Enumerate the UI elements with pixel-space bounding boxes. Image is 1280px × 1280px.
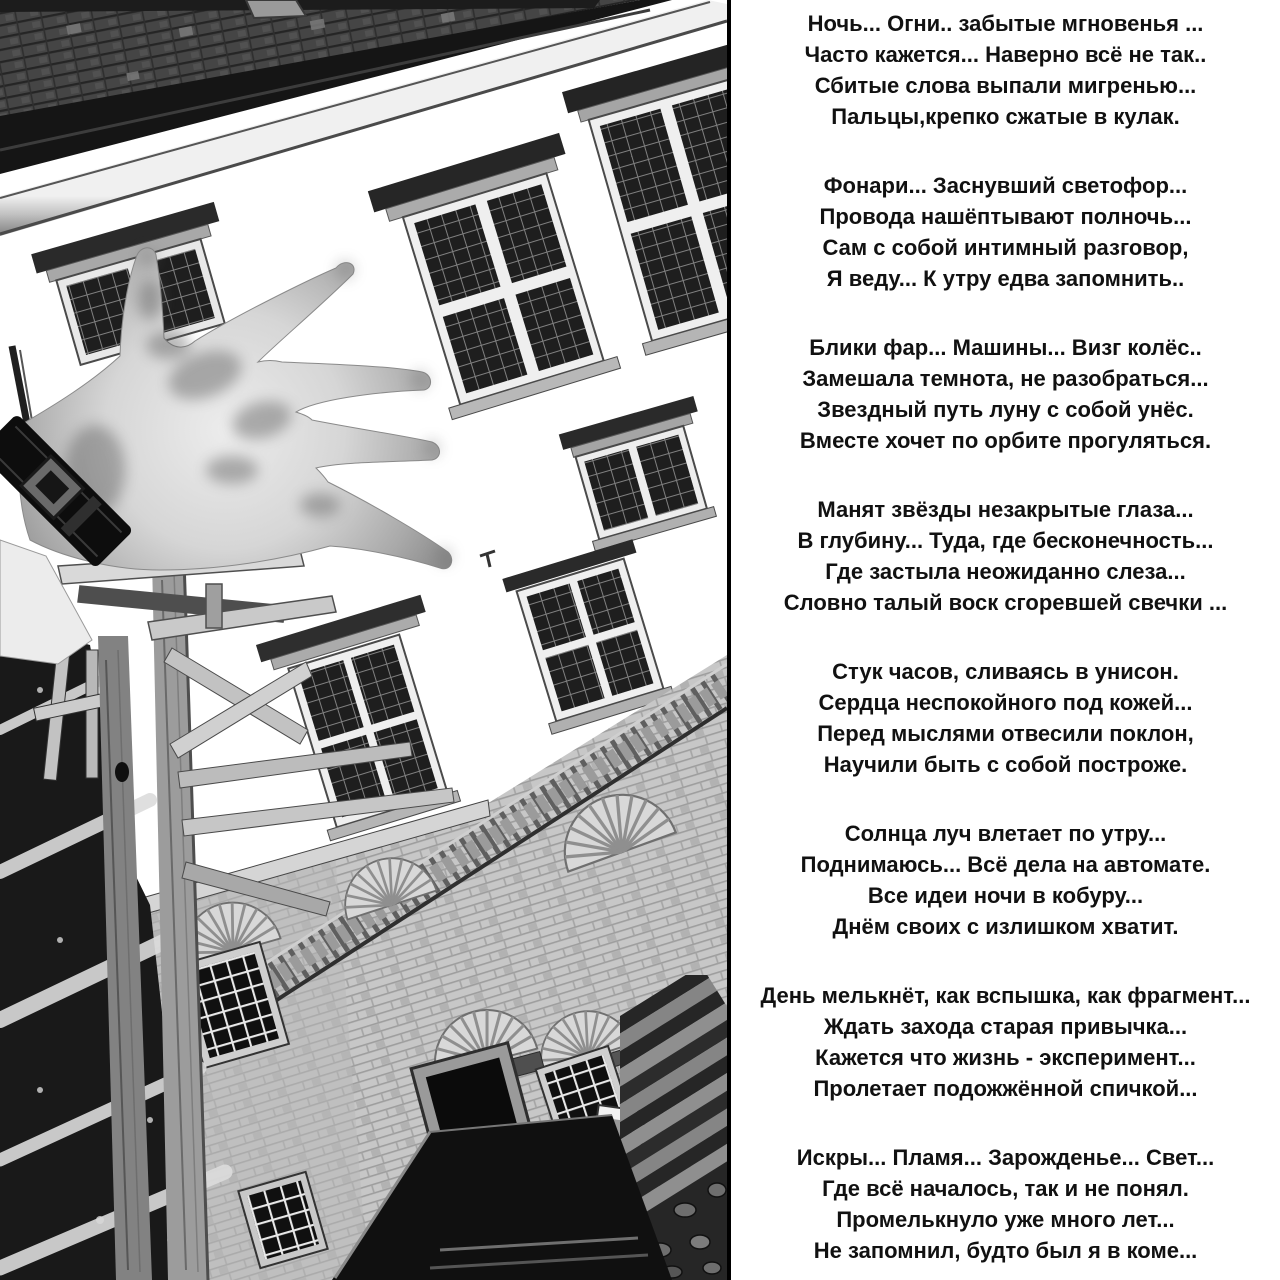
poem-stanza bbox=[797, 1142, 1214, 1266]
poem-line: Звездный путь луну с собой унёс. bbox=[817, 397, 1194, 422]
poem-line: Пролетает подожжённой спичкой... bbox=[813, 1076, 1198, 1101]
poem-line: Вместе хочет по орбите прогуляться. bbox=[799, 428, 1212, 453]
poem-line: Солнца луч влетает по утру... bbox=[844, 821, 1167, 846]
poem-line: Манят звёзды незакрытые глаза... bbox=[817, 497, 1194, 522]
poem-line: В глубину... Туда, где бесконечность... bbox=[797, 528, 1214, 553]
poem-stanza bbox=[820, 170, 1192, 294]
poem-line: Пальцы,крепко сжатые в кулак. bbox=[831, 104, 1180, 129]
poem-line: Я веду... К утру едва запомнить.. bbox=[826, 266, 1185, 291]
poem-line: Сердца неспокойного под кожей... bbox=[818, 690, 1193, 715]
poem-line: Замешала темнота, не разобраться... bbox=[802, 366, 1209, 391]
poem-line: Научили быть с собой построже. bbox=[823, 752, 1188, 777]
poem-line: Кажется что жизнь - эксперимент... bbox=[815, 1045, 1196, 1070]
poem-stanza bbox=[800, 332, 1211, 456]
poem-line: Сам с собой интимный разговор, bbox=[822, 235, 1189, 260]
poem-line: Искры... Пламя... Зарожденье... Свет... bbox=[796, 1145, 1215, 1170]
poem-stanza bbox=[761, 980, 1251, 1104]
poem-line: Поднимаюсь... Всё дела на автомате. bbox=[800, 852, 1211, 877]
poem-line: Фонари... Заснувший светофор... bbox=[823, 173, 1188, 198]
knothole bbox=[115, 762, 129, 782]
poem-stanza bbox=[801, 818, 1211, 942]
poem-line: Ждать захода старая привычка... bbox=[823, 1014, 1188, 1039]
poem-line: Днём своих с излишком хватит. bbox=[832, 914, 1179, 939]
poem-line: Не запомнил, будто был я в коме... bbox=[813, 1238, 1198, 1263]
poem-stanza bbox=[784, 494, 1227, 618]
poem-line: День мелькнёт, как вспышка, как фрагмент... bbox=[760, 983, 1251, 1008]
poem-line: Перед мыслями отвесили поклон, bbox=[817, 721, 1194, 746]
poem-line: Словно талый воск сгоревшей свечки ... bbox=[783, 590, 1228, 615]
poem-line: Все идеи ночи в кобуру... bbox=[867, 883, 1144, 908]
poem-line: Блики фар... Машины... Визг колёс.. bbox=[809, 335, 1202, 360]
poem-line: Ночь... Огни.. забытые мгновенья ... bbox=[807, 11, 1204, 36]
poem-stanza bbox=[817, 656, 1194, 780]
poem-stanza bbox=[805, 8, 1207, 132]
poem bbox=[731, 0, 1280, 1280]
poem-line: Промелькнуло уже много лет... bbox=[836, 1207, 1175, 1232]
poem-line: Сбитые слова выпали мигренью... bbox=[814, 73, 1197, 98]
poem-line: Где всё началось, так и не понял. bbox=[822, 1176, 1189, 1201]
poem-line: Часто кажется... Наверно всё не так.. bbox=[804, 42, 1207, 67]
poem-line: Стук часов, сливаясь в унисон. bbox=[832, 659, 1179, 684]
poem-line: Провода нашёптывают полночь... bbox=[819, 204, 1192, 229]
poem-line: Где застыла неожиданно слеза... bbox=[825, 559, 1186, 584]
